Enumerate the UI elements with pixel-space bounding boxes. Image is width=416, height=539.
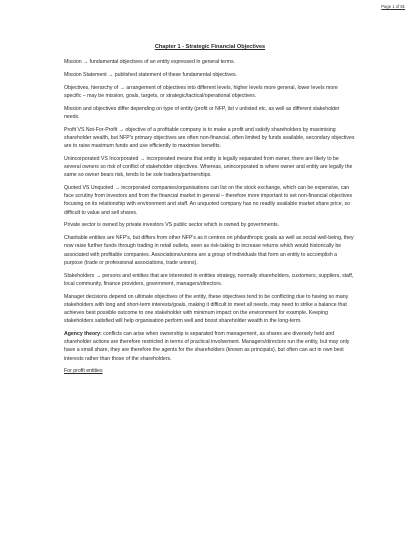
paragraph-mission-differ: Mission and objectives differ depending on type of entity (profit or NFP, list v unlisted etc, as well as different stakeholder needs. — [64, 105, 340, 120]
paragraph-profit-vs-nfp: Profit VS Not-For-Profit → objective of a profitable company is to make a profit and satisfy shareholders by maximising shareholder wealth, but NFP's primary objectives are often non-financial, often limited by funds available, secondary objectives are to raise maximum funds and use efficiently to maximise benefits. — [64, 126, 355, 149]
section-heading-for-profit: For profit entities — [64, 368, 103, 375]
paragraph-incorporated: Unincorporated VS Incorporated → incorporated means that entity is legally separated from owner, there are likely to be several owners so risk of conflict of stakeholder objectives. Whereas, unincorporated is where owner and entity are legally the same so owner bears risk, tends to be sole traders/partnerships. — [64, 155, 353, 179]
paragraph-mission-statement: Mission Statement → published statement of these fundamental objectives. — [64, 71, 238, 78]
document-body — [64, 44, 356, 375]
paragraph-quoted: Quoted VS Unquoted → incorporated companies/organisations can list on the stock exchange, which can be expensive, can face scrutiny from investors and from the financial market in general – therefore more important to set non-financial objectives focusing on its relationship with environment and staff. An unquoted company has no readily available market share price, so difficult to value and sell shares. — [64, 185, 353, 216]
paragraph-agency-theory — [64, 330, 356, 363]
paragraph-charitable: Charitable entities are NFP's, but differs from other NFP's as it centres on philanthropic goals as well as social well-being, they now raise further funds through trading in retail outlets, seen as risk-taking to increase returns which would historically be associated with profitable companies. Associations/unions are a group of individuals that form an entity to accomplish a purpose (trade or professional associations, trade unions). — [64, 235, 354, 266]
page-number[interactable]: Page 1 of 81 — [381, 4, 405, 9]
paragraph-manager-decisions: Manager decisions depend on ultimate objectives of the entity, these objectives tend to be conflicting due to having so many stakeholders with long and short-term interests/goals, making it difficult to meet all needs, may need to strike a balance that achieves best possible outcome to one stakeholder with minimum impact on the environment for example. Keeping stakeholders satisfied will help organisation perform well and boost shareholder wealth in the long-term. — [64, 293, 349, 325]
paragraph-private-sector: Private sector is owned by private investors VS public sector which is owned by governments. — [64, 222, 280, 229]
paragraph-mission: Mission → fundamental objectives of an entity expressed in general terms. — [64, 59, 235, 65]
agency-theory-text: conflicts can arise when ownership is separated from management, as shares are diversely held and shareholder actions are therefore restricted in terms of practical involvement. Managers/directors run the entity, but may only have a small share, they are therefore the agents for the shareholders (known as principals), but often can act in own best interests rather than those of the shareholders. — [64, 331, 350, 362]
agency-theory-lead: Agency theory: — [64, 331, 102, 338]
chapter-title: Chapter 1 - Strategic Financial Objectives — [154, 44, 266, 50]
paragraph-stakeholders: Stakeholders → persons and entities that are interested in entities strategy, normally shareholders, customers, suppliers, staff, local community, finance providers, government, managers/directors. — [64, 272, 354, 287]
paragraph-objectives-hierarchy: Objectives, hierarchy of → arrangement of objectives into different levels, higher levels more general, lower levels more specific – may be mission, goals, targets, or strategic/tactical/operational objectives. — [64, 84, 338, 99]
